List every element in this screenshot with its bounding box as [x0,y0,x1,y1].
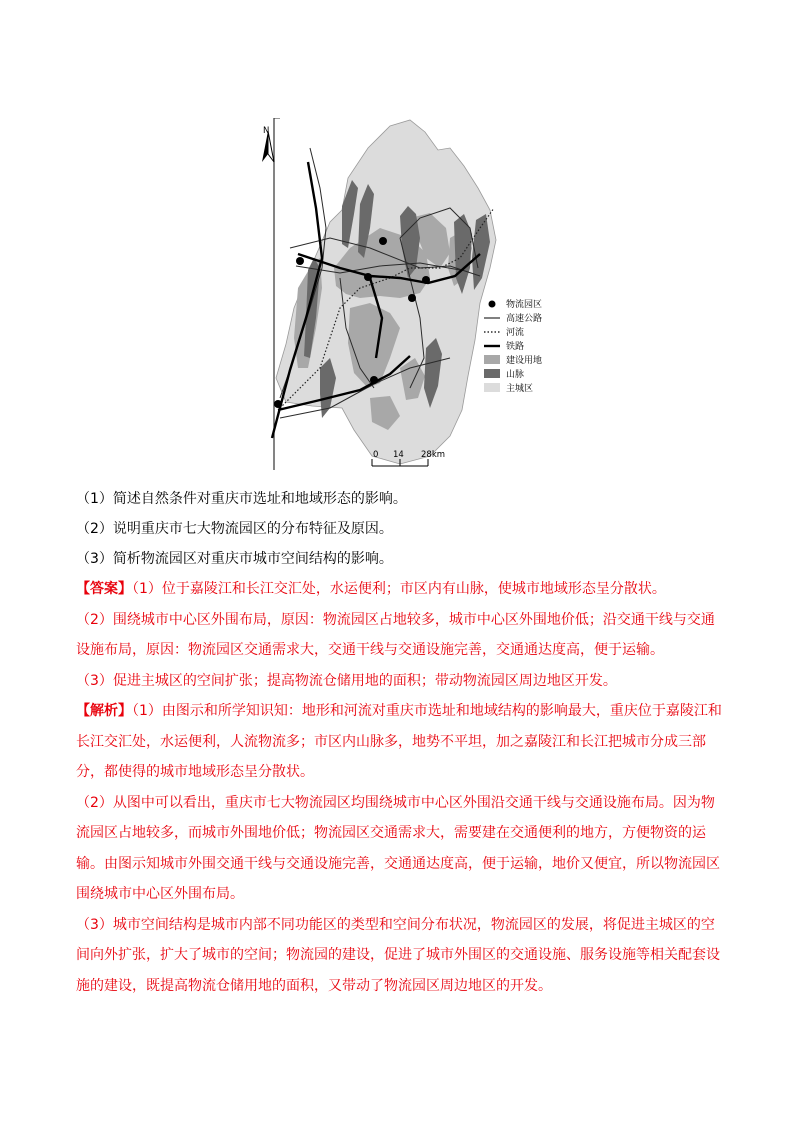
light-gray-swatch-icon [484,383,500,392]
dark-gray-swatch-icon [484,369,500,378]
legend-label-construction: 建设用地 [506,356,543,366]
answer-text-1: （1）位于嘉陵江和长江交汇处，水运便利；市区内有山脉，使城市地域形态呈分散状。 [132,581,666,597]
question-1: （1）简述自然条件对重庆市选址和地域形态的影响。 [76,491,407,507]
question-3: （3）简析物流园区对重庆市城市空间结构的影响。 [76,551,393,567]
mid-gray-swatch-icon [484,355,500,364]
analysis-text-1: （1）由图示和所学知识知：地形和河流对重庆市选址和地域结构的影响最大，重庆位于嘉陵江和长江交汇处，水运便利，人流物流多；市区内山脉多，地势不平坦，加之嘉陵江和长江把城市分成三部分，都使得的城市地域形态呈分散状。 [76,703,722,780]
map-legend [484,298,542,394]
scale-tick-28km: 28km [421,450,446,460]
analysis-paragraph-2: （2）从图中可以看出，重庆市七大物流园区均围绕城市中心区外围沿交通干线与交通设施布局。因为物流园区占地较多，而城市外围地价低；物流园区交通需求大，需要建在交通便利的地方，方便物资的运输。由图示知城市外围交通干线与交通设施完善，交通通达度高，便于运输，地价又便宜，所以物流园区围绕城市中心区外围布局。 [76,794,720,902]
chongqing-logistics-map [250,118,560,470]
answer-section [76,574,726,696]
legend-label-railway: 铁路 [506,342,525,352]
analysis-tag: 【解析】 [76,703,132,719]
answer-paragraph-3: （3）促进主城区的空间扩张；提高物流仓储用地的面积；带动物流园区周边地区开发。 [76,672,617,689]
analysis-section [76,696,726,1001]
legend-label-main-city: 主城区 [506,384,534,394]
analysis-paragraph-1 [76,696,726,788]
question-2: （2）说明重庆市七大物流园区的分布特征及原因。 [76,521,393,537]
map-svg [250,118,560,470]
answer-tag: 【答案】 [76,581,132,597]
scale-tick-14: 14 [393,450,404,460]
scale-tick-0: 0 [373,450,379,460]
legend-label-highway: 高速公路 [506,314,543,324]
north-label: N [263,126,270,136]
dot-icon [489,301,496,308]
north-arrow-icon [262,126,274,162]
legend-label-mountain: 山脉 [506,370,525,380]
answer-paragraph-2: （2）围绕城市中心区外围布局，原因：物流园区占地较多，城市中心区外围地价低；沿交通干线与交通设施布局，原因：物流园区交通需求大，交通干线与交通设施完善，交通通达度高，便于运输。 [76,611,715,658]
analysis-paragraph-3: （3）城市空间结构是城市内部不同功能区的类型和空间分布状况，物流园区的发展，将促进主城区的空间向外扩张，扩大了城市的空间；物流园的建设，促进了城市外围区的交通设施、服务设施等相关配套设施的建设，既提高物流仓储用地的面积，又带动了物流园区周边地区的开发。 [76,916,720,994]
legend-label-river: 河流 [506,328,525,338]
answer-paragraph-1 [76,574,726,605]
legend-label-logistics-park: 物流园区 [506,300,543,310]
